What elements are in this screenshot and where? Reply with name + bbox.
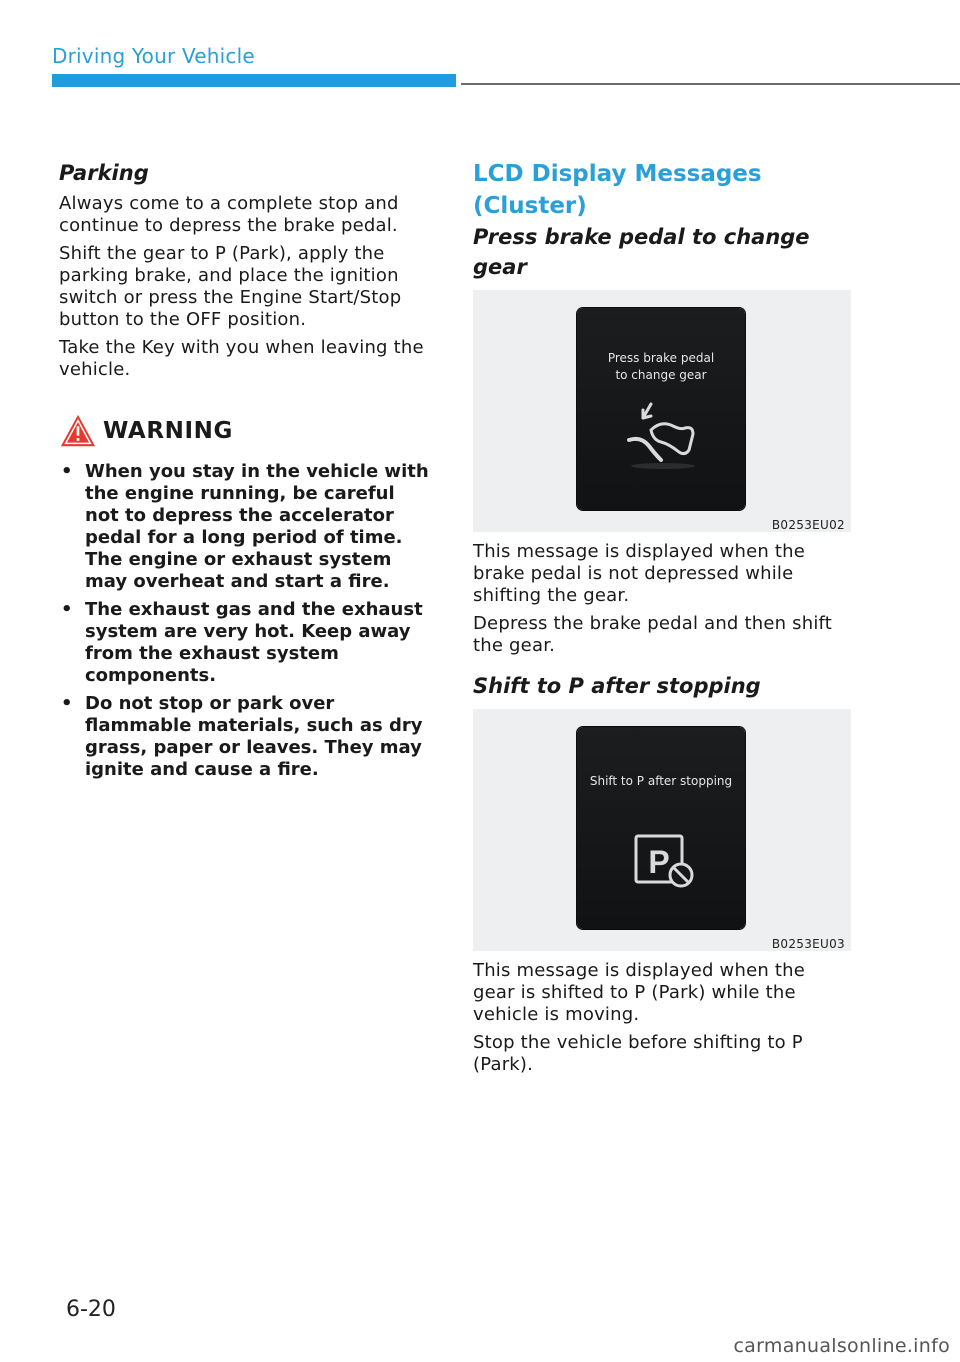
bullet: •	[61, 599, 73, 620]
parking-paragraph: Shift the gear to P (Park), apply the parking brake, and place the ignition switch or press the Engine Start/Stop button to the OFF position.	[59, 243, 402, 330]
message-paragraph: This message is displayed when the brake pedal is not depressed while shifting the gear.	[473, 541, 806, 606]
figure-code: B0253EU03	[771, 937, 845, 951]
warning-header	[59, 411, 431, 451]
left-column	[59, 158, 431, 787]
message-paragraph: Depress the brake pedal and then shift the gear.	[473, 613, 833, 656]
lcd-section-title: LCD Display Messages (Cluster)	[473, 161, 762, 219]
warning-triangle-icon	[59, 412, 97, 450]
warning-item	[59, 461, 431, 593]
message-heading-park: Shift to P after stopping	[473, 674, 761, 698]
svg-text:P: P	[648, 844, 670, 880]
figure-code: B0253EU02	[771, 518, 845, 532]
warning-box	[59, 411, 431, 781]
warning-list	[59, 461, 431, 781]
page-number: 6-20	[66, 1297, 116, 1322]
figure-park-message	[473, 709, 851, 951]
cluster-screen	[577, 308, 745, 510]
bullet: •	[61, 461, 73, 482]
warning-item-text: When you stay in the vehicle with the engine running, be careful not to depress the accelerator pedal for a long period of time. The engine or exhaust system may overheat and start a fire.	[85, 461, 429, 592]
screen-text-line: to change gear	[615, 368, 707, 382]
header-rule-grey	[461, 83, 960, 85]
right-column	[473, 158, 851, 1076]
screen-text-line: Shift to P after stopping	[589, 774, 733, 788]
park-prohibited-icon	[633, 833, 697, 893]
figure-brake-message	[473, 290, 851, 532]
warning-item-text: The exhaust gas and the exhaust system are very hot. Keep away from the exhaust system components.	[85, 599, 423, 686]
bullet: •	[61, 693, 73, 714]
warning-item-text: Do not stop or park over flammable materials, such as dry grass, paper or leaves. They may ignite and cause a fire.	[85, 693, 423, 780]
message-paragraph: This message is displayed when the gear is shifted to P (Park) while the vehicle is moving.	[473, 960, 806, 1025]
cluster-screen	[577, 727, 745, 929]
parking-heading: Parking	[59, 161, 149, 185]
footer-watermark: carmanualsonline.info	[733, 1335, 950, 1357]
warning-item	[59, 693, 431, 781]
warning-title: WARNING	[103, 418, 233, 444]
message-heading-brake: Press brake pedal to change gear	[473, 225, 810, 279]
brake-pedal-icon	[621, 400, 705, 470]
header-rule-blue	[52, 74, 456, 87]
warning-item	[59, 599, 431, 687]
header-title: Driving Your Vehicle	[52, 44, 255, 68]
message-paragraph: Stop the vehicle before shifting to P (Park).	[473, 1032, 803, 1075]
parking-paragraph: Take the Key with you when leaving the vehicle.	[59, 337, 424, 380]
screen-text-line: Press brake pedal	[607, 351, 715, 365]
parking-paragraph: Always come to a complete stop and continue to depress the brake pedal.	[59, 193, 399, 236]
